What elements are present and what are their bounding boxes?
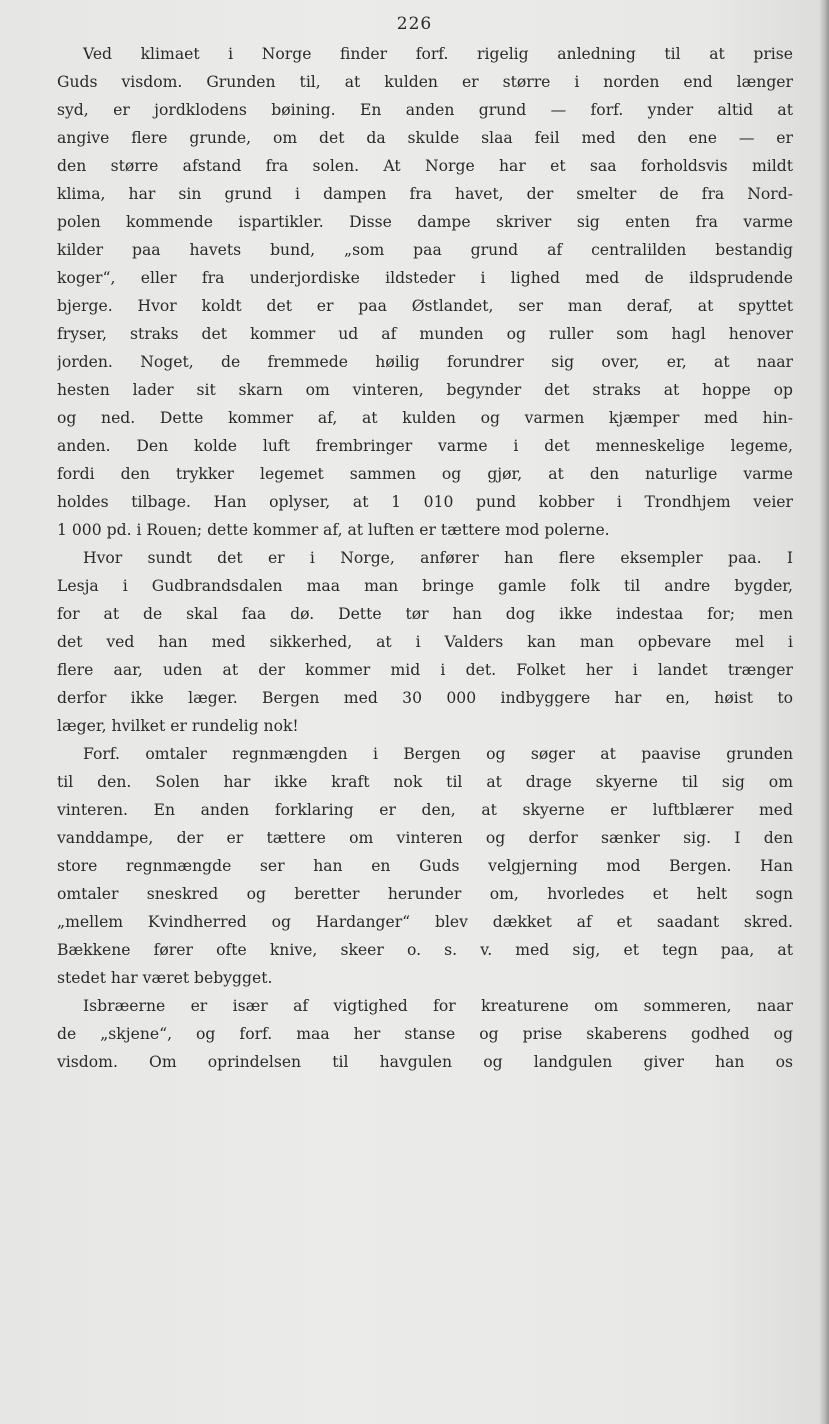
text-line: til den. Solen har ikke kraft nok til at drage skyerne til sig om	[57, 773, 793, 791]
text-line: flere aar, uden at der kommer mid i det. Folket her i landet trænger	[57, 661, 793, 679]
text-line: Hvor sundt det er i Norge, anfører han flere eksempler paa. I	[83, 549, 793, 567]
text-line: klima, har sin grund i dampen fra havet, der smelter de fra Nord-	[57, 185, 793, 203]
text-line: Forf. omtaler regnmængden i Bergen og søger at paavise grunden	[83, 745, 793, 763]
text-line: visdom. Om oprindelsen til havgulen og landgulen giver han os	[57, 1053, 793, 1071]
text-line: „mellem Kvindherred og Hardanger“ blev dækket af et saadant skred.	[57, 913, 793, 931]
page-number: 226	[396, 14, 433, 34]
text-line: de „skjene“, og forf. maa her stanse og prise skaberens godhed og	[57, 1025, 793, 1043]
text-line: stedet har været bebygget.	[57, 969, 273, 987]
text-line: for at de skal faa dø. Dette tør han dog ikke indestaa for; men	[57, 605, 793, 623]
text-line: derfor ikke læger. Bergen med 30 000 indbyggere har en, høist to	[57, 689, 793, 707]
text-line: Guds visdom. Grunden til, at kulden er større i norden end længer	[57, 73, 793, 91]
text-line: læger, hvilket er rundelig nok!	[57, 717, 299, 735]
text-line: omtaler sneskred og beretter herunder om, hvorledes et helt sogn	[57, 885, 793, 903]
text-line: syd, er jordklodens bøining. En anden grund — forf. ynder altid at	[57, 101, 793, 119]
text-line: 1 000 pd. i Rouen; dette kommer af, at luften er tættere mod polerne.	[57, 521, 610, 539]
text-line: polen kommende ispartikler. Disse dampe skriver sig enten fra varme	[57, 213, 793, 231]
text-line: hesten lader sit skarn om vinteren, begynder det straks at hoppe op	[57, 381, 793, 399]
text-line: angive flere grunde, om det da skulde slaa feil med den ene — er	[57, 129, 793, 147]
text-line: vinteren. En anden forklaring er den, at skyerne er luftblærer med	[57, 801, 793, 819]
text-line: Ved klimaet i Norge finder forf. rigelig anledning til at prise	[83, 45, 793, 63]
text-line: kilder paa havets bund, „som paa grund af centralilden bestandig	[57, 241, 793, 259]
text-line: koger“, eller fra underjordiske ildsteder i lighed med de ildsprudende	[57, 269, 793, 287]
text-line: den større afstand fra solen. At Norge har et saa forholdsvis mildt	[57, 157, 793, 175]
text-line: anden. Den kolde luft frembringer varme i det menneskelige legeme,	[57, 437, 793, 455]
text-line: store regnmængde ser han en Guds velgjerning mod Bergen. Han	[57, 857, 793, 875]
text-line: bjerge. Hvor koldt det er paa Østlandet, ser man deraf, at spyttet	[57, 297, 793, 315]
text-line: fryser, straks det kommer ud af munden og ruller som hagl henover	[57, 325, 793, 343]
text-line: det ved han med sikkerhed, at i Valders kan man opbevare mel i	[57, 633, 793, 651]
text-line: holdes tilbage. Han oplyser, at 1 010 pund kobber i Trondhjem veier	[57, 493, 793, 511]
text-line: og ned. Dette kommer af, at kulden og varmen kjæmper med hin-	[57, 409, 793, 427]
page-edge-shadow	[819, 0, 829, 1424]
text-line: vanddampe, der er tættere om vinteren og derfor sænker sig. I den	[57, 829, 793, 847]
text-line: Lesja i Gudbrandsdalen maa man bringe gamle folk til andre bygder,	[57, 577, 793, 595]
text-line: Isbræerne er især af vigtighed for kreaturene om sommeren, naar	[83, 997, 793, 1015]
text-line: jorden. Noget, de fremmede høilig forundrer sig over, er, at naar	[57, 353, 793, 371]
text-line: Bækkene fører ofte knive, skeer o. s. v. med sig, et tegn paa, at	[57, 941, 793, 959]
text-line: fordi den trykker legemet sammen og gjør, at den naturlige varme	[57, 465, 793, 483]
body-text	[57, 40, 793, 1076]
